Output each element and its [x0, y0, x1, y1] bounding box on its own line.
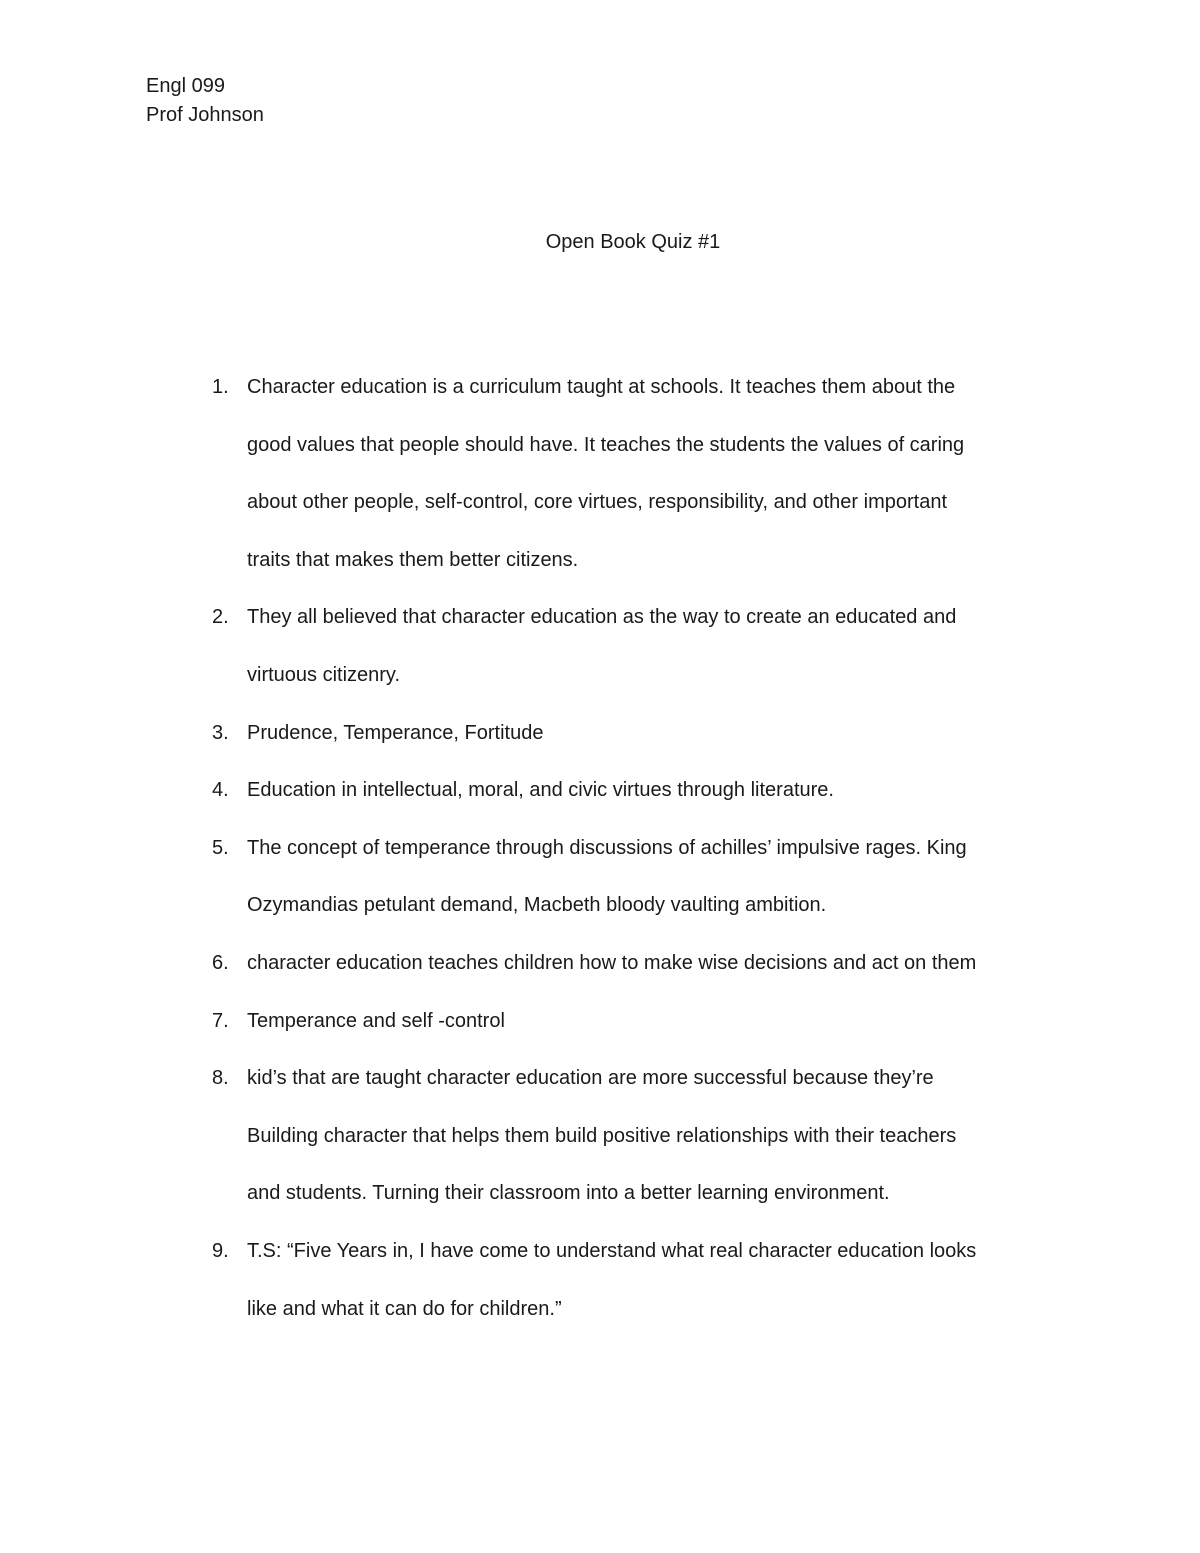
answer-line: Character education is a curriculum taught at schools. It teaches them about the: [247, 376, 956, 398]
answer-number: 5.: [212, 836, 229, 859]
answer-line: kid’s that are taught character education are more successful because they’re: [247, 1067, 934, 1090]
answer-number: 1.: [212, 376, 229, 398]
answer-line: like and what it can do for children.”: [247, 1297, 562, 1320]
answer-line: Prudence, Temperance, Fortitude: [247, 721, 544, 744]
answer-line: and students. Turning their classroom into a better learning environment.: [247, 1182, 890, 1205]
answer-line: good values that people should have. It teaches the students the values of caring: [247, 433, 965, 456]
document-header: [146, 72, 264, 130]
answer-line: Temperance and self -control: [247, 1009, 505, 1032]
answer-line: about other people, self-control, core virtues, responsibility, and other important: [247, 491, 947, 514]
answer-line: character education teaches children how to make wise decisions and act on them: [247, 952, 977, 974]
answer-line: Education in intellectual, moral, and civic virtues through literature.: [247, 779, 834, 802]
professor-name: Prof Johnson: [146, 104, 264, 126]
answer-number: 6.: [212, 952, 229, 974]
answer-number: 9.: [212, 1240, 229, 1262]
answer-line: traits that makes them better citizens.: [247, 548, 579, 571]
course-name: Engl 099: [146, 75, 225, 97]
answer-line: Building character that helps them build positive relationships with their teachers: [247, 1124, 957, 1147]
answer-number: 4.: [212, 779, 229, 802]
answer-line: T.S: “Five Years in, I have come to understand what real character education looks: [247, 1240, 977, 1262]
answer-line: Ozymandias petulant demand, Macbeth bloody vaulting ambition.: [247, 894, 827, 917]
answer-line: The concept of temperance through discussions of achilles’ impulsive rages. King: [247, 836, 967, 859]
answer-number: 7.: [212, 1009, 229, 1032]
document-title: Open Book Quiz #1: [545, 231, 721, 253]
answer-line: virtuous citizenry.: [247, 664, 401, 686]
answer-number: 2.: [212, 606, 229, 629]
answer-number: 3.: [212, 721, 229, 744]
answer-line: They all believed that character education as the way to create an educated and: [247, 606, 957, 629]
answer-number: 8.: [212, 1067, 229, 1090]
